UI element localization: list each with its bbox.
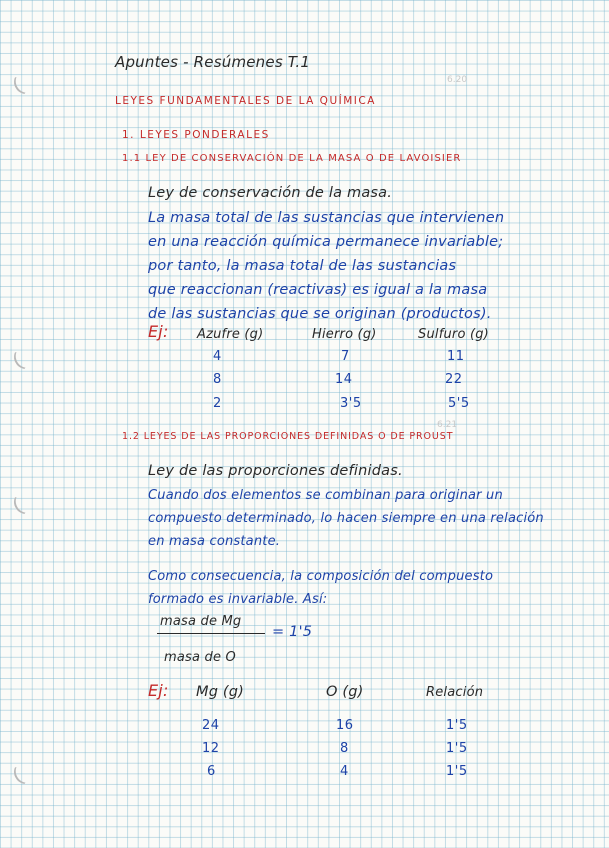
binder-hole bbox=[10, 341, 43, 374]
page-title: Apuntes - Resúmenes T.1 bbox=[115, 53, 311, 71]
subsection-1: 1. LEYES PONDERALES bbox=[122, 129, 270, 141]
law2-line-2: compuesto determinado, lo hacen siempre en una relación bbox=[148, 511, 544, 526]
fraction-result: = 1'5 bbox=[272, 624, 313, 640]
law1-cell: 7 bbox=[341, 349, 350, 364]
law1-col-sulfuro: Sulfuro (g) bbox=[418, 327, 489, 342]
law2-cell: 12 bbox=[202, 741, 220, 756]
law2-line-3: en masa constante. bbox=[148, 534, 281, 549]
law2-col-mg: Mg (g) bbox=[196, 684, 245, 700]
law2-consequence-2: formado es invariable. Así: bbox=[148, 592, 328, 607]
binder-hole bbox=[10, 66, 43, 99]
page-mark: 6.21 bbox=[437, 420, 458, 430]
law2-line-1: Cuando dos elementos se combinan para originar un bbox=[148, 488, 503, 503]
page-mark: 6.20 bbox=[447, 75, 468, 85]
law1-cell: 4 bbox=[213, 349, 222, 364]
subsection-1-1: 1.1 LEY DE CONSERVACIÓN DE LA MASA O DE LAVOISIER bbox=[122, 153, 462, 164]
law1-cell: 22 bbox=[445, 372, 463, 387]
law2-cell: 6 bbox=[207, 764, 216, 779]
law2-cell: 1'5 bbox=[446, 741, 468, 756]
law2-example-label: Ej: bbox=[148, 681, 169, 700]
law2-consequence-1: Como consecuencia, la composición del compuesto bbox=[148, 569, 494, 584]
law1-line-1: La masa total de las sustancias que intervienen bbox=[148, 210, 505, 226]
law1-line-5: de las sustancias que se originan (productos). bbox=[148, 306, 492, 322]
fraction-denominator: masa de O bbox=[164, 650, 236, 665]
law1-cell: 14 bbox=[335, 372, 353, 387]
law1-cell: 3'5 bbox=[340, 396, 362, 411]
law2-cell: 16 bbox=[336, 718, 354, 733]
law2-col-relacion: Relación bbox=[426, 685, 484, 700]
law1-cell: 2 bbox=[213, 396, 222, 411]
law1-cell: 5'5 bbox=[448, 396, 470, 411]
subsection-1-2: 1.2 LEYES DE LAS PROPORCIONES DEFINIDAS O DE PROUST bbox=[122, 431, 454, 442]
fraction-bar bbox=[157, 633, 265, 634]
fraction-numerator: masa de Mg bbox=[160, 614, 242, 629]
law2-col-o: O (g) bbox=[326, 684, 364, 700]
law1-col-hierro: Hierro (g) bbox=[312, 327, 377, 342]
law1-title: Ley de conservación de la masa. bbox=[148, 185, 393, 201]
law1-line-3: por tanto, la masa total de las sustancias bbox=[148, 258, 457, 274]
law2-cell: 8 bbox=[340, 741, 349, 756]
law2-cell: 1'5 bbox=[446, 764, 468, 779]
law1-line-4: que reaccionan (reactivas) es igual a la masa bbox=[148, 282, 488, 298]
binder-hole bbox=[10, 486, 43, 519]
law2-cell: 4 bbox=[340, 764, 349, 779]
law2-title: Ley de las proporciones definidas. bbox=[148, 463, 403, 479]
law1-line-2: en una reacción química permanece invariable; bbox=[148, 234, 504, 250]
law2-cell: 1'5 bbox=[446, 718, 468, 733]
binder-hole bbox=[10, 756, 43, 789]
law1-cell: 11 bbox=[447, 349, 465, 364]
law1-example-label: Ej: bbox=[148, 322, 169, 341]
law1-col-azufre: Azufre (g) bbox=[197, 327, 264, 342]
section-title: LEYES FUNDAMENTALES DE LA QUÍMICA bbox=[115, 95, 376, 107]
law1-cell: 8 bbox=[213, 372, 222, 387]
law2-cell: 24 bbox=[202, 718, 220, 733]
